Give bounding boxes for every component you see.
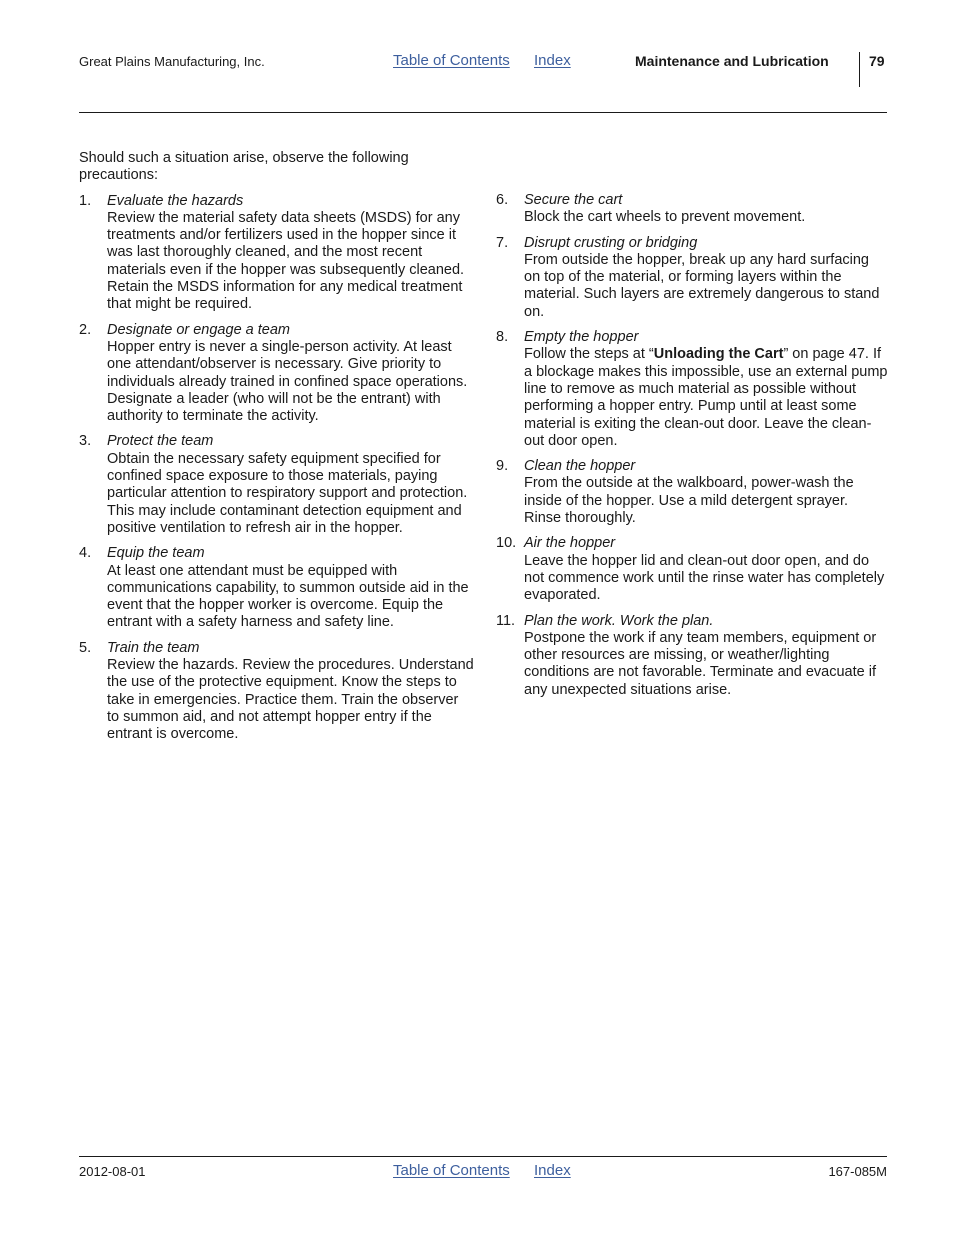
item-body: Postpone the work if any team members, equipment or other resources are missing, or weather/lighting conditions are not favorable. Terminate and evacuate if any unexpected situations arise.: [524, 629, 877, 698]
item-number: 10.: [496, 535, 517, 552]
item-title: Designate or engage a team: [107, 321, 290, 338]
item-title: Air the hopper: [524, 535, 616, 552]
header-divider: [859, 52, 860, 87]
item-title: Disrupt crusting or bridging: [524, 234, 698, 251]
list-item: [79, 193, 474, 314]
item-body: Obtain the necessary safety equipment specified for confined space exposure to those materials, paying particular attention to respiratory support and protection. This may include contaminant detection equipment and positive ventilation to refresh air in the hopper.: [107, 450, 468, 536]
header-toc-link[interactable]: Table of Contents: [393, 52, 510, 69]
item-body: From the outside at the walkboard, power-wash the inside of the hopper. Use a mild detergent sprayer. Rinse thoroughly.: [524, 475, 854, 527]
list-item: [496, 235, 888, 321]
item-title: Secure the cart: [524, 192, 623, 208]
item-body: [524, 346, 888, 450]
list-item: [496, 192, 888, 227]
item-number: 7.: [496, 234, 509, 251]
item-body: Review the material safety data sheets (MSDS) for any treatments and/or fertilizers used in the hopper since it was last thoroughly cleaned, and the most recent materials even if the hopper was subsequently cleaned. Retain the MSDS information for any medical treatment that might be required.: [107, 209, 465, 313]
list-item: [496, 535, 888, 604]
item-body-text: Follow the steps at “: [524, 346, 654, 363]
list-item: [79, 545, 474, 631]
item-title: Evaluate the hazards: [107, 192, 244, 209]
item-number: 9.: [496, 458, 509, 475]
item-number: 1.: [79, 192, 92, 209]
item-title: Clean the hopper: [524, 458, 636, 475]
item-title: Train the team: [107, 639, 200, 656]
footer-index-link[interactable]: Index: [534, 1162, 571, 1179]
intro-text: Should such a situation arise, observe the following precautions:: [79, 150, 409, 184]
document-number: 167-085M: [828, 1164, 887, 1179]
item-title: Plan the work. Work the plan.: [524, 612, 714, 629]
list-item: [496, 329, 888, 450]
item-body: At least one attendant must be equipped with communications capability, to summon outside aid in the event that the hopper worker is overcome. Equip the entrant with a safety harness and safety line.: [107, 562, 469, 631]
item-title: Equip the team: [107, 545, 205, 562]
item-body: Leave the hopper lid and clean-out door open, and do not commence work until the rinse water has completely evaporated.: [524, 552, 885, 604]
item-number: 4.: [79, 545, 92, 562]
item-body: From outside the hopper, break up any hard surfacing on top of the material, or forming layers within the material. Such layers are extremely dangerous to stand on.: [524, 251, 880, 320]
list-item: [79, 322, 474, 426]
header-index-link[interactable]: Index: [534, 52, 571, 69]
item-body: Review the hazards. Review the procedures. Understand the use of the protective equipment. Know the steps to take in emergencies. Practice them. Train the observer to summon aid, and not attempt hopper entry if the entrant is overcome.: [107, 657, 474, 743]
footer-date: 2012-08-01: [79, 1164, 146, 1179]
page-number: 79: [869, 53, 885, 69]
header-rule: [79, 112, 887, 113]
left-column: [79, 150, 474, 752]
cross-reference: Unloading the Cart: [653, 346, 784, 363]
item-body-text: ” on page 47. If a blockage makes this impossible, use an external pump line to remove as much material as possible without performing a hopper entry. Pump until at least some material is exiting the clean-out door. Leave the clean-out door open.: [524, 346, 888, 449]
item-title: Empty the hopper: [524, 329, 639, 346]
item-number: 6.: [496, 192, 509, 208]
section-title: Maintenance and Lubrication: [635, 53, 829, 69]
item-number: 3.: [79, 433, 92, 450]
item-title: Protect the team: [107, 433, 214, 450]
item-body: Hopper entry is never a single-person activity. At least one attendant/observer is necessary. Give priority to individuals already trained in confined space operations. Designate a leader (who will not be the entrant) with authority to terminate the activity.: [107, 338, 468, 425]
item-number: 11.: [496, 612, 516, 629]
item-number: 2.: [79, 321, 92, 338]
list-item: [496, 613, 888, 699]
footer-toc-link[interactable]: Table of Contents: [393, 1162, 510, 1179]
list-item: [79, 640, 474, 744]
item-body: Block the cart wheels to prevent movement.: [524, 209, 806, 226]
footer-rule: [79, 1156, 887, 1157]
right-column: [496, 192, 888, 707]
list-item: [496, 458, 888, 527]
list-item: [79, 433, 474, 537]
item-number: 8.: [496, 329, 509, 346]
item-number: 5.: [79, 639, 92, 656]
company-name: Great Plains Manufacturing, Inc.: [79, 54, 265, 69]
